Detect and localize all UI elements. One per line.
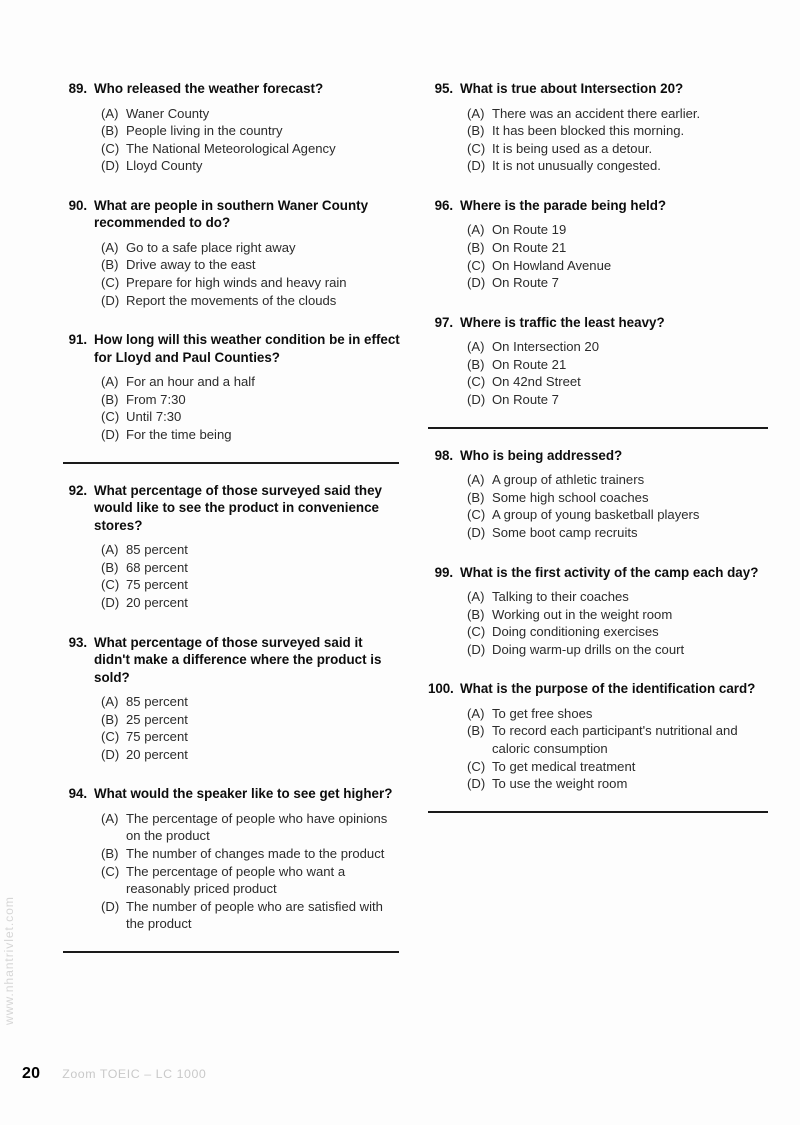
choice-text: Working out in the weight room (492, 606, 673, 622)
section-divider (428, 427, 768, 429)
choice-text: Doing warm-up drills on the court (492, 641, 685, 657)
choice-label: (C) (101, 729, 120, 745)
choice-option[interactable] (467, 122, 768, 140)
choice-text: On Howland Avenue (492, 257, 612, 273)
question-89 (62, 80, 402, 175)
question-number: 91. (68, 332, 87, 348)
choice-option[interactable] (467, 356, 768, 374)
question-text: How long will this weather condition be in effect for Lloyd and Paul Counties? (94, 332, 400, 365)
choice-text: A group of young basketball players (492, 507, 700, 523)
choice-option[interactable] (101, 594, 402, 612)
choice-text: The number of people who are satisfied with the product (126, 898, 383, 932)
choice-label: (D) (467, 776, 486, 792)
choice-label: (C) (101, 140, 120, 156)
question-heading (428, 80, 768, 98)
choice-text: The percentage of people who have opinions on the product (126, 810, 388, 844)
choice-label: (C) (101, 577, 120, 593)
choice-option[interactable] (101, 898, 402, 933)
choice-label: (D) (467, 275, 486, 291)
choice-label: (C) (101, 863, 120, 879)
choice-label: (A) (101, 542, 119, 558)
question-column-left (62, 80, 402, 971)
choice-option[interactable] (467, 338, 768, 356)
choice-text: The National Meteorological Agency (126, 140, 336, 156)
choice-option[interactable] (467, 606, 768, 624)
question-97 (428, 314, 768, 409)
choice-option[interactable] (101, 746, 402, 764)
choice-text: Some boot camp recruits (492, 524, 638, 540)
choice-list (62, 541, 402, 611)
choice-label: (A) (467, 589, 485, 604)
choice-text: 85 percent (126, 542, 188, 558)
choice-option[interactable] (101, 541, 402, 559)
choice-option[interactable] (101, 105, 402, 123)
choice-text: It has been blocked this morning. (492, 123, 685, 139)
question-text: What would the speaker like to see get higher? (94, 786, 393, 802)
choice-label: (B) (467, 356, 485, 372)
choice-option[interactable] (101, 559, 402, 577)
site-watermark: www.nhantrivlet.com (2, 896, 16, 1025)
question-number: 96. (434, 197, 453, 213)
choice-text: Until 7:30 (126, 409, 182, 425)
choice-label: (B) (101, 123, 119, 139)
question-number: 89. (68, 81, 87, 96)
question-heading (428, 197, 768, 215)
choice-option[interactable] (101, 239, 402, 257)
question-text: What is the first activity of the camp each day? (460, 564, 759, 580)
choice-option[interactable] (467, 157, 768, 175)
choice-option[interactable] (101, 711, 402, 729)
choice-text: 25 percent (126, 711, 188, 727)
question-number: 97. (434, 314, 453, 330)
choice-option[interactable] (467, 105, 768, 123)
choice-text: On Route 21 (492, 239, 567, 255)
choice-list (428, 221, 768, 291)
choice-label: (C) (467, 140, 486, 156)
choice-option[interactable] (467, 391, 768, 409)
choice-label: (C) (467, 507, 486, 523)
choice-label: (D) (467, 641, 486, 657)
choice-text: Talking to their coaches (492, 589, 629, 604)
choice-option[interactable] (101, 373, 402, 391)
choice-label: (B) (467, 239, 485, 255)
question-95 (428, 80, 768, 175)
question-number: 100. (428, 681, 454, 697)
choice-label: (B) (101, 391, 119, 407)
choice-text: 75 percent (126, 577, 188, 593)
choice-option[interactable] (101, 576, 402, 594)
choice-label: (A) (101, 105, 119, 121)
choice-option[interactable] (101, 157, 402, 175)
choice-text: People living in the country (126, 123, 283, 139)
choice-option[interactable] (467, 758, 768, 776)
question-text: Where is the parade being held? (460, 197, 667, 213)
question-96 (428, 197, 768, 292)
question-text: What percentage of those surveyed said they would like to see the product in convenience stores? (94, 482, 382, 533)
choice-text: It is being used as a detour. (492, 140, 653, 156)
question-92 (62, 482, 402, 612)
choice-option[interactable] (101, 810, 402, 845)
choice-list (428, 705, 768, 793)
choice-label: (B) (467, 123, 485, 139)
choice-label: (D) (101, 746, 120, 762)
section-divider (63, 951, 399, 953)
choice-option[interactable] (467, 373, 768, 391)
choice-text: To use the weight room (492, 776, 628, 792)
choice-label: (C) (467, 624, 486, 640)
choice-text: Waner County (126, 105, 210, 121)
choice-label: (A) (101, 694, 119, 709)
section-divider (63, 462, 399, 464)
choice-list (428, 105, 768, 175)
question-number: 90. (68, 197, 87, 213)
page-number: 20 (22, 1065, 41, 1082)
choice-label: (D) (101, 898, 120, 914)
choice-list (428, 471, 768, 541)
choice-option[interactable] (467, 221, 768, 239)
question-99 (428, 564, 768, 659)
page-footer (22, 1065, 206, 1083)
choice-text: 20 percent (126, 746, 188, 762)
choice-option[interactable] (467, 239, 768, 257)
question-heading (62, 197, 402, 232)
choice-text: To record each participant's nutritional and caloric consumption (492, 723, 738, 757)
choice-label: (B) (101, 846, 119, 862)
choice-text: 85 percent (126, 694, 188, 709)
choice-text: A group of athletic trainers (492, 472, 645, 488)
choice-list (62, 373, 402, 443)
choice-option[interactable] (101, 391, 402, 409)
question-93 (62, 634, 402, 764)
choice-label: (B) (101, 257, 119, 273)
choice-text: There was an accident there earlier. (492, 105, 701, 121)
choice-text: The number of changes made to the product (126, 846, 385, 862)
choice-label: (D) (101, 292, 120, 308)
choice-label: (A) (467, 222, 485, 238)
choice-label: (A) (467, 472, 485, 488)
choice-option[interactable] (101, 845, 402, 863)
question-94 (62, 785, 402, 933)
question-number: 94. (68, 786, 87, 802)
question-heading (428, 314, 768, 332)
choice-text: Go to a safe place right away (126, 239, 296, 255)
choice-text: Prepare for high winds and heavy rain (126, 275, 347, 291)
choice-label: (A) (467, 705, 485, 721)
choice-label: (A) (101, 374, 119, 390)
choice-text: Report the movements of the clouds (126, 292, 337, 308)
choice-text: For an hour and a half (126, 374, 255, 390)
choice-text: 68 percent (126, 559, 188, 575)
choice-option[interactable] (467, 471, 768, 489)
question-90 (62, 197, 402, 309)
choice-label: (A) (467, 105, 485, 121)
question-text: Who is being addressed? (460, 447, 623, 463)
choice-option[interactable] (101, 728, 402, 746)
question-heading (428, 564, 768, 582)
choice-text: On 42nd Street (492, 374, 581, 390)
choice-label: (D) (467, 392, 486, 408)
choice-option[interactable] (467, 140, 768, 158)
choice-option[interactable] (467, 524, 768, 542)
question-91 (62, 331, 402, 443)
question-number: 98. (434, 447, 453, 463)
choice-label: (D) (101, 594, 120, 610)
choice-list (62, 810, 402, 933)
choice-text: It is not unusually congested. (492, 158, 661, 174)
choice-list (62, 693, 402, 763)
choice-label: (C) (101, 409, 120, 425)
question-text: Who released the weather forecast? (94, 81, 324, 96)
choice-text: To get free shoes (492, 705, 593, 721)
choice-option[interactable] (101, 292, 402, 310)
choice-label: (D) (101, 158, 120, 174)
question-text: What is true about Intersection 20? (460, 81, 684, 96)
choice-option[interactable] (101, 122, 402, 140)
section-divider (428, 811, 768, 813)
choice-option[interactable] (101, 693, 402, 711)
choice-option[interactable] (467, 641, 768, 659)
choice-label: (D) (467, 158, 486, 174)
choice-option[interactable] (467, 775, 768, 793)
choice-label: (B) (101, 711, 119, 727)
choice-label: (A) (101, 239, 119, 255)
choice-text: On Intersection 20 (492, 339, 599, 355)
choice-label: (C) (467, 374, 486, 390)
choice-text: On Route 21 (492, 356, 567, 372)
question-text: What percentage of those surveyed said it didn't make a difference where the product is sold? (94, 634, 382, 685)
choice-option[interactable] (101, 256, 402, 274)
question-heading (62, 80, 402, 98)
question-heading (62, 785, 402, 803)
question-number: 92. (68, 482, 87, 498)
choice-label: (C) (467, 758, 486, 774)
choice-text: From 7:30 (126, 391, 186, 407)
question-text: Where is traffic the least heavy? (460, 314, 665, 330)
choice-option[interactable] (467, 722, 768, 757)
choice-option[interactable] (467, 274, 768, 292)
choice-label: (A) (101, 810, 119, 826)
choice-option[interactable] (101, 863, 402, 898)
choice-option[interactable] (467, 623, 768, 641)
choice-label: (B) (467, 489, 485, 505)
choice-label: (D) (467, 524, 486, 540)
choice-label: (C) (101, 275, 120, 291)
choice-list (62, 239, 402, 309)
choice-text: On Route 19 (492, 222, 567, 238)
choice-text: The percentage of people who want a reasonably priced product (126, 863, 346, 897)
question-number: 99. (434, 564, 453, 580)
choice-list (62, 105, 402, 175)
question-text: What are people in southern Waner County recommended to do? (94, 197, 369, 231)
choice-list (428, 588, 768, 658)
choice-text: Lloyd County (126, 158, 203, 174)
choice-label: (B) (467, 723, 485, 739)
question-number: 95. (434, 81, 453, 96)
choice-text: Doing conditioning exercises (492, 624, 659, 640)
question-98 (428, 447, 768, 542)
choice-text: On Route 7 (492, 275, 559, 291)
question-number: 93. (68, 634, 87, 650)
choice-text: For the time being (126, 427, 232, 443)
choice-option[interactable] (467, 257, 768, 275)
question-heading (62, 482, 402, 535)
choice-label: (B) (467, 606, 485, 622)
choice-option[interactable] (101, 408, 402, 426)
choice-option[interactable] (101, 140, 402, 158)
question-column-right (428, 80, 768, 831)
question-heading (62, 634, 402, 687)
choice-text: Some high school coaches (492, 489, 649, 505)
question-100 (428, 680, 768, 792)
choice-label: (B) (101, 559, 119, 575)
choice-text: 75 percent (126, 729, 188, 745)
question-heading (62, 331, 402, 366)
choice-text: On Route 7 (492, 392, 559, 408)
choice-label: (A) (467, 339, 485, 355)
question-text: What is the purpose of the identification card? (460, 681, 756, 697)
choice-text: To get medical treatment (492, 758, 636, 774)
book-title: Zoom TOEIC – LC 1000 (62, 1067, 207, 1081)
choice-text: Drive away to the east (126, 257, 256, 273)
choice-option[interactable] (467, 705, 768, 723)
choice-option[interactable] (467, 506, 768, 524)
choice-option[interactable] (101, 426, 402, 444)
question-heading (428, 680, 768, 698)
choice-text: 20 percent (126, 594, 188, 610)
choice-option[interactable] (467, 489, 768, 507)
choice-option[interactable] (101, 274, 402, 292)
question-heading (428, 447, 768, 465)
choice-label: (C) (467, 257, 486, 273)
choice-list (428, 338, 768, 408)
choice-label: (D) (101, 427, 120, 443)
choice-option[interactable] (467, 588, 768, 606)
